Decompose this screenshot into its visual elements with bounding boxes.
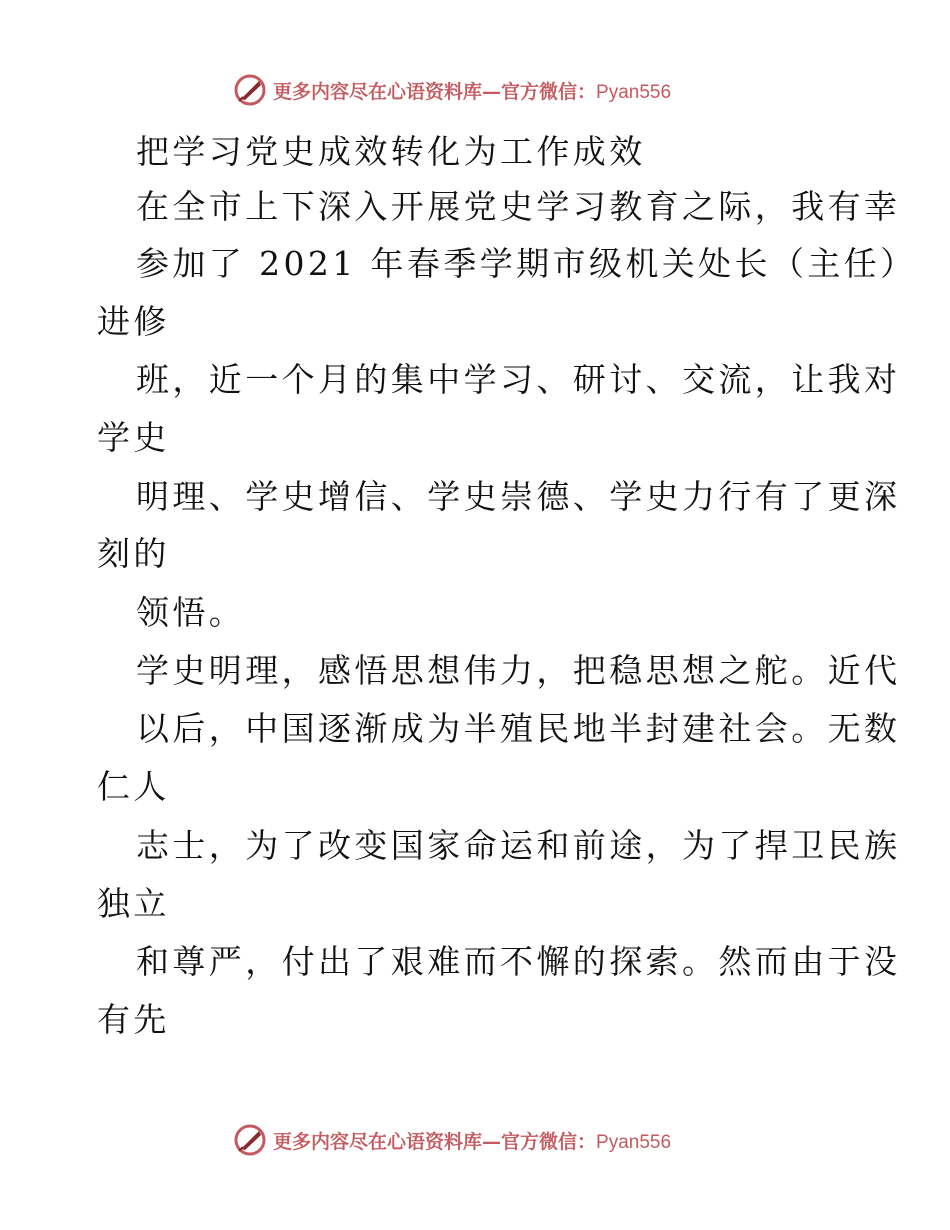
text-line: 以后，中国逐渐成为半殖民地半封建社会。无数: [136, 709, 901, 748]
text-line: 学史明理，感悟思想伟力，把稳思想之舵。近代: [136, 651, 901, 690]
text-line: 志士，为了改变国家命运和前途，为了捍卫民族: [136, 826, 901, 865]
text-line: 学史: [97, 418, 170, 457]
watermark-text: 更多内容尽在心语资料库—官方微信：Pyan556: [273, 80, 672, 103]
watermark-text: 更多内容尽在心语资料库—官方微信：Pyan556: [273, 1130, 672, 1153]
quill-logo-icon: [233, 1123, 267, 1157]
text-line: 参加了 2021 年春季学期市级机关处长（主任）: [136, 244, 917, 283]
text-line: 仁人: [97, 767, 170, 806]
document-title: 把学习党史成效转化为工作成效: [136, 132, 646, 171]
text-line: 和尊严，付出了艰难而不懈的探索。然而由于没: [136, 942, 901, 981]
header-watermark-banner: [233, 72, 713, 108]
text-line: 在全市上下深入开展党史学习教育之际，我有幸: [136, 187, 901, 226]
text-line: 进修: [97, 302, 170, 341]
text-line: 独立: [97, 884, 170, 923]
text-line: 领悟。: [136, 593, 246, 632]
text-line: 班，近一个月的集中学习、研讨、交流，让我对: [136, 360, 901, 399]
footer-watermark-banner: [233, 1122, 713, 1158]
text-line: 刻的: [97, 534, 170, 573]
text-line: 明理、学史增信、学史崇德、学史力行有了更深: [136, 477, 901, 516]
text-line: 有先: [97, 1000, 170, 1039]
quill-logo-icon: [233, 73, 267, 107]
